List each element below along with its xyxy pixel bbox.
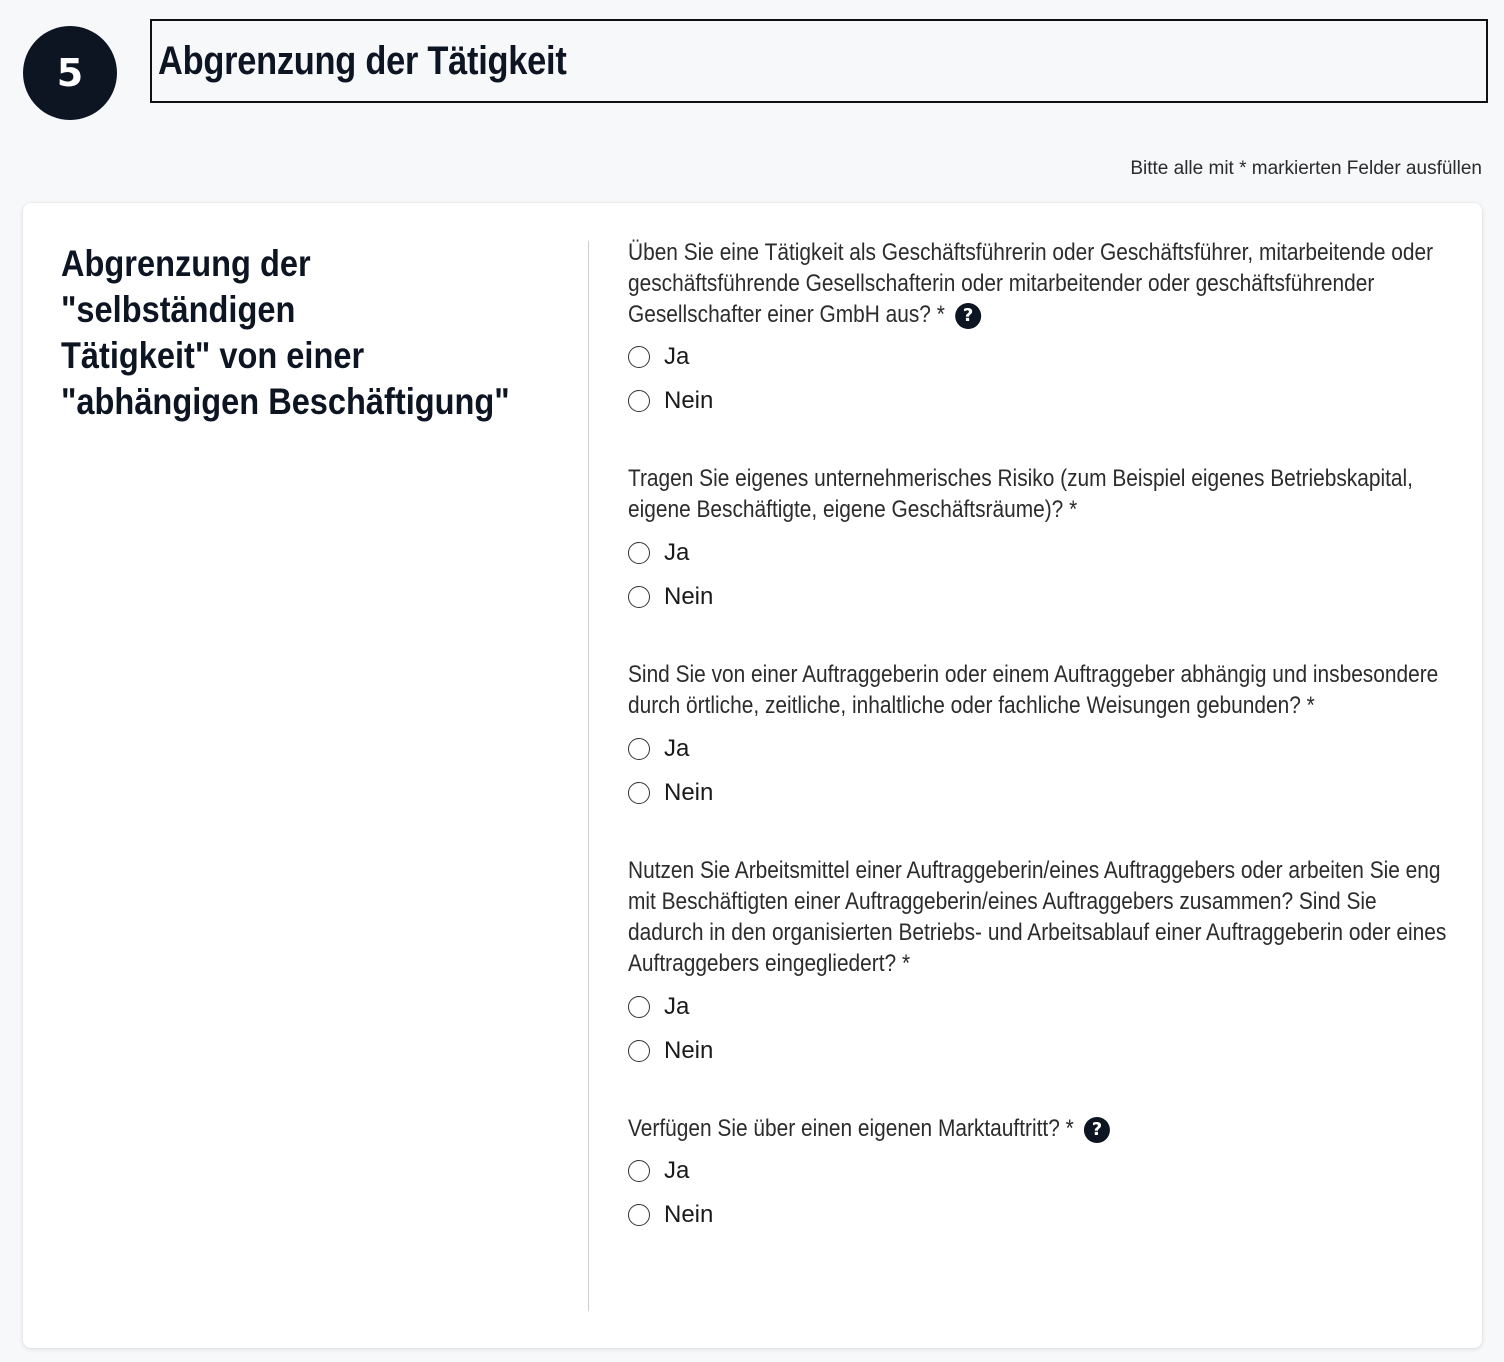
radio-option-ja[interactable]	[628, 1149, 1458, 1193]
radio-option-ja[interactable]	[628, 727, 1458, 771]
question-text: Nutzen Sie Arbeitsmittel einer Auftraggeberin/eines Auftraggebers oder arbeiten Sie eng mit Beschäftigten einer Auftraggeberin/eines Auftraggebers zusammen? Sind Sie dadurch in den organisierten Betriebs- und Arbeitsablauf einer Auftraggeberin oder eines Auftraggebers eingegliedert? *	[628, 857, 1447, 977]
question-3	[628, 659, 1458, 815]
question-circle-icon[interactable]: ?	[1084, 1117, 1110, 1143]
radio-label: Ja	[664, 1157, 690, 1184]
step-number-badge	[23, 26, 117, 120]
radio-label: Ja	[664, 735, 690, 762]
radio-label: Nein	[664, 583, 714, 610]
step-title-box	[150, 19, 1488, 103]
form-card	[23, 203, 1482, 1348]
section-heading-line: Abgrenzung der "selbständigen	[61, 243, 311, 330]
radio-button[interactable]	[628, 1204, 650, 1226]
column-divider	[588, 241, 589, 1311]
radio-label: Nein	[664, 387, 714, 414]
radio-label: Ja	[664, 539, 690, 566]
section-heading	[61, 241, 554, 425]
question-text	[628, 237, 1450, 330]
question-text	[628, 1113, 1450, 1144]
question-label: Verfügen Sie über einen eigenen Marktauftritt? *	[628, 1115, 1074, 1142]
step-title: Abgrenzung der Tätigkeit	[158, 38, 567, 83]
radio-label: Nein	[664, 1037, 714, 1064]
radio-button[interactable]	[628, 1160, 650, 1182]
radio-label: Nein	[664, 779, 714, 806]
question-circle-icon[interactable]: ?	[955, 303, 981, 329]
radio-option-ja[interactable]	[628, 985, 1458, 1029]
radio-button[interactable]	[628, 996, 650, 1018]
required-fields-hint: Bitte alle mit * markierten Felder ausfüllen	[1130, 158, 1482, 179]
radio-button[interactable]	[628, 346, 650, 368]
radio-option-ja[interactable]	[628, 531, 1458, 575]
step-number: 5	[56, 51, 84, 95]
question-5	[628, 1113, 1458, 1237]
radio-label: Ja	[664, 993, 690, 1020]
radio-option-nein[interactable]	[628, 771, 1458, 815]
question-1	[628, 237, 1458, 423]
radio-button[interactable]	[628, 738, 650, 760]
radio-button[interactable]	[628, 542, 650, 564]
question-label: Üben Sie eine Tätigkeit als Geschäftsführerin oder Geschäftsführer, mitarbeitende oder geschäftsführende Gesellschafterin oder mitarbeitender oder geschäftsführender Gesellschafter einer GmbH aus? *	[628, 239, 1434, 328]
question-text: Tragen Sie eigenes unternehmerisches Risiko (zum Beispiel eigenes Betriebskapital, eigene Beschäftigte, eigene Geschäftsräume)? *	[628, 465, 1413, 523]
radio-label: Nein	[664, 1201, 714, 1228]
radio-option-nein[interactable]	[628, 1029, 1458, 1073]
radio-label: Ja	[664, 343, 690, 370]
question-2	[628, 463, 1458, 619]
radio-button[interactable]	[628, 782, 650, 804]
radio-option-ja[interactable]	[628, 335, 1458, 379]
section-heading-line: Tätigkeit" von einer	[61, 335, 365, 376]
question-list	[628, 237, 1458, 1237]
question-text: Sind Sie von einer Auftraggeberin oder einem Auftraggeber abhängig und insbesondere durch örtliche, zeitliche, inhaltliche oder fachliche Weisungen gebunden? *	[628, 661, 1439, 719]
radio-button[interactable]	[628, 586, 650, 608]
question-4	[628, 855, 1458, 1073]
section-heading-line: "abhängigen Beschäftigung"	[61, 381, 510, 422]
radio-option-nein[interactable]	[628, 1193, 1458, 1237]
radio-button[interactable]	[628, 390, 650, 412]
radio-option-nein[interactable]	[628, 379, 1458, 423]
radio-option-nein[interactable]	[628, 575, 1458, 619]
radio-button[interactable]	[628, 1040, 650, 1062]
